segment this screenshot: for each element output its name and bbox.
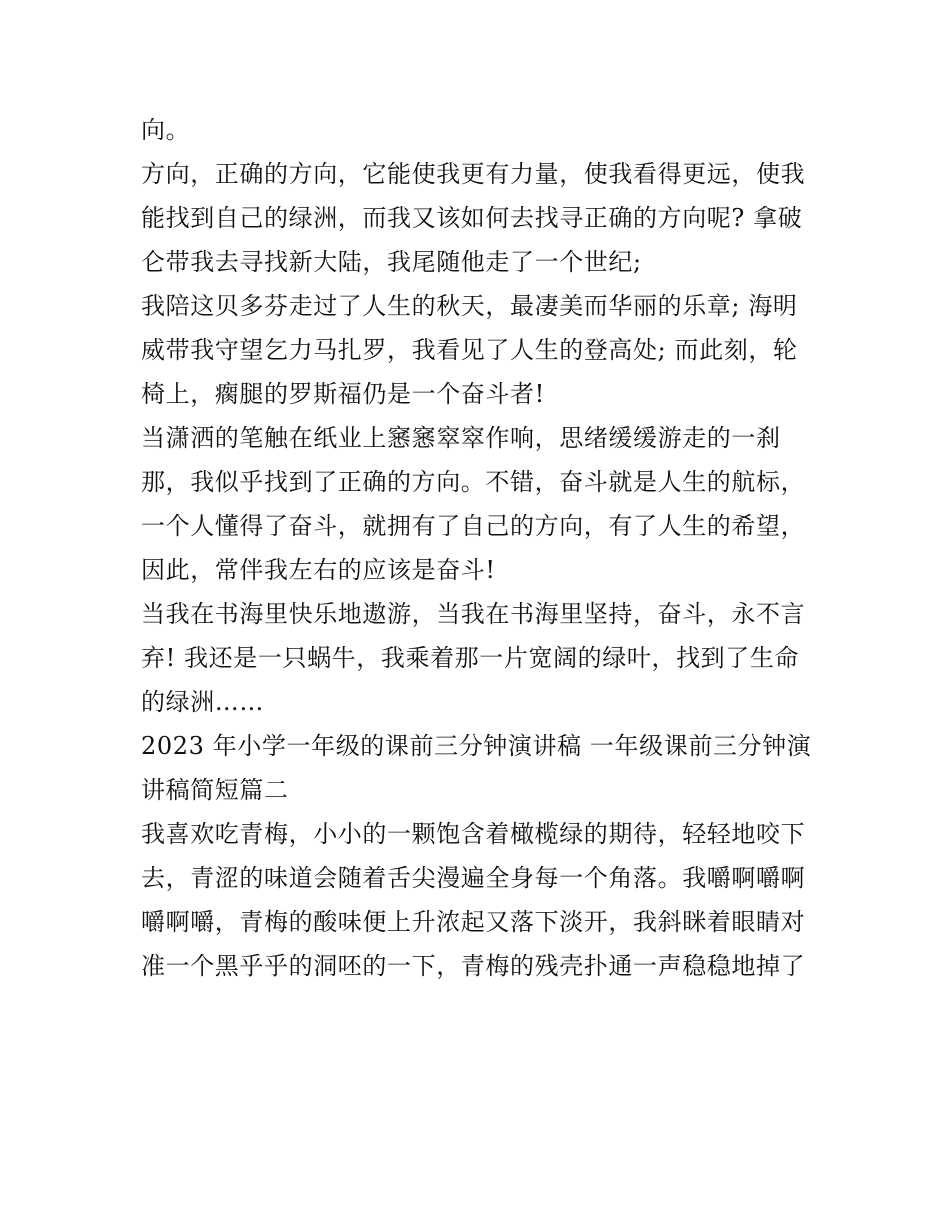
text-line: 的绿洲……	[141, 688, 264, 716]
text-line: 我喜欢吃青梅，小小的一颗饱含着橄榄绿的期待，轻轻地咬下	[141, 820, 806, 848]
section-heading: 讲稿简短篇二	[141, 776, 289, 804]
text-line: 弃! 我还是一只蜗牛，我乘着那一片宽阔的绿叶，找到了生命	[141, 644, 800, 672]
text-line: 那，我似乎找到了正确的方向。不错，奋斗就是人生的航标，	[141, 468, 806, 496]
text-line: 去，青涩的味道会随着舌尖漫遍全身每一个角落。我嚼啊嚼啊	[141, 864, 806, 892]
text-line: 当我在书海里快乐地遨游，当我在书海里坚持，奋斗，永不言	[141, 600, 806, 628]
text-line: 椅上，瘸腿的罗斯福仍是一个奋斗者!	[141, 380, 545, 408]
document-body	[141, 108, 821, 988]
text-line: 当潇洒的笔触在纸业上窸窸窣窣作响，思绪缓缓游走的一刹	[141, 424, 781, 452]
text-line: 向。	[141, 116, 191, 144]
text-line: 方向，正确的方向，它能使我更有力量，使我看得更远，使我	[141, 160, 806, 188]
text-line: 准一个黑乎乎的洞呸的一下，青梅的残壳扑通一声稳稳地掉了	[141, 952, 806, 980]
section-heading: 2023 年小学一年级的课前三分钟演讲稿 一年级课前三分钟演	[141, 732, 812, 760]
text-line: 威带我守望乞力马扎罗，我看见了人生的登高处; 而此刻，轮	[141, 336, 798, 364]
text-line: 能找到自己的绿洲，而我又该如何去找寻正确的方向呢? 拿破	[141, 204, 803, 232]
text-line: 嚼啊嚼，青梅的酸味便上升浓起又落下淡开，我斜眯着眼睛对	[141, 908, 806, 936]
text-line: 我陪这贝多芬走过了人生的秋天，最凄美而华丽的乐章; 海明	[141, 292, 798, 320]
text-line: 因此，常伴我左右的应该是奋斗!	[141, 556, 496, 584]
text-line: 仑带我去寻找新大陆，我尾随他走了一个世纪;	[141, 248, 642, 276]
text-line: 一个人懂得了奋斗，就拥有了自己的方向，有了人生的希望，	[141, 512, 806, 540]
